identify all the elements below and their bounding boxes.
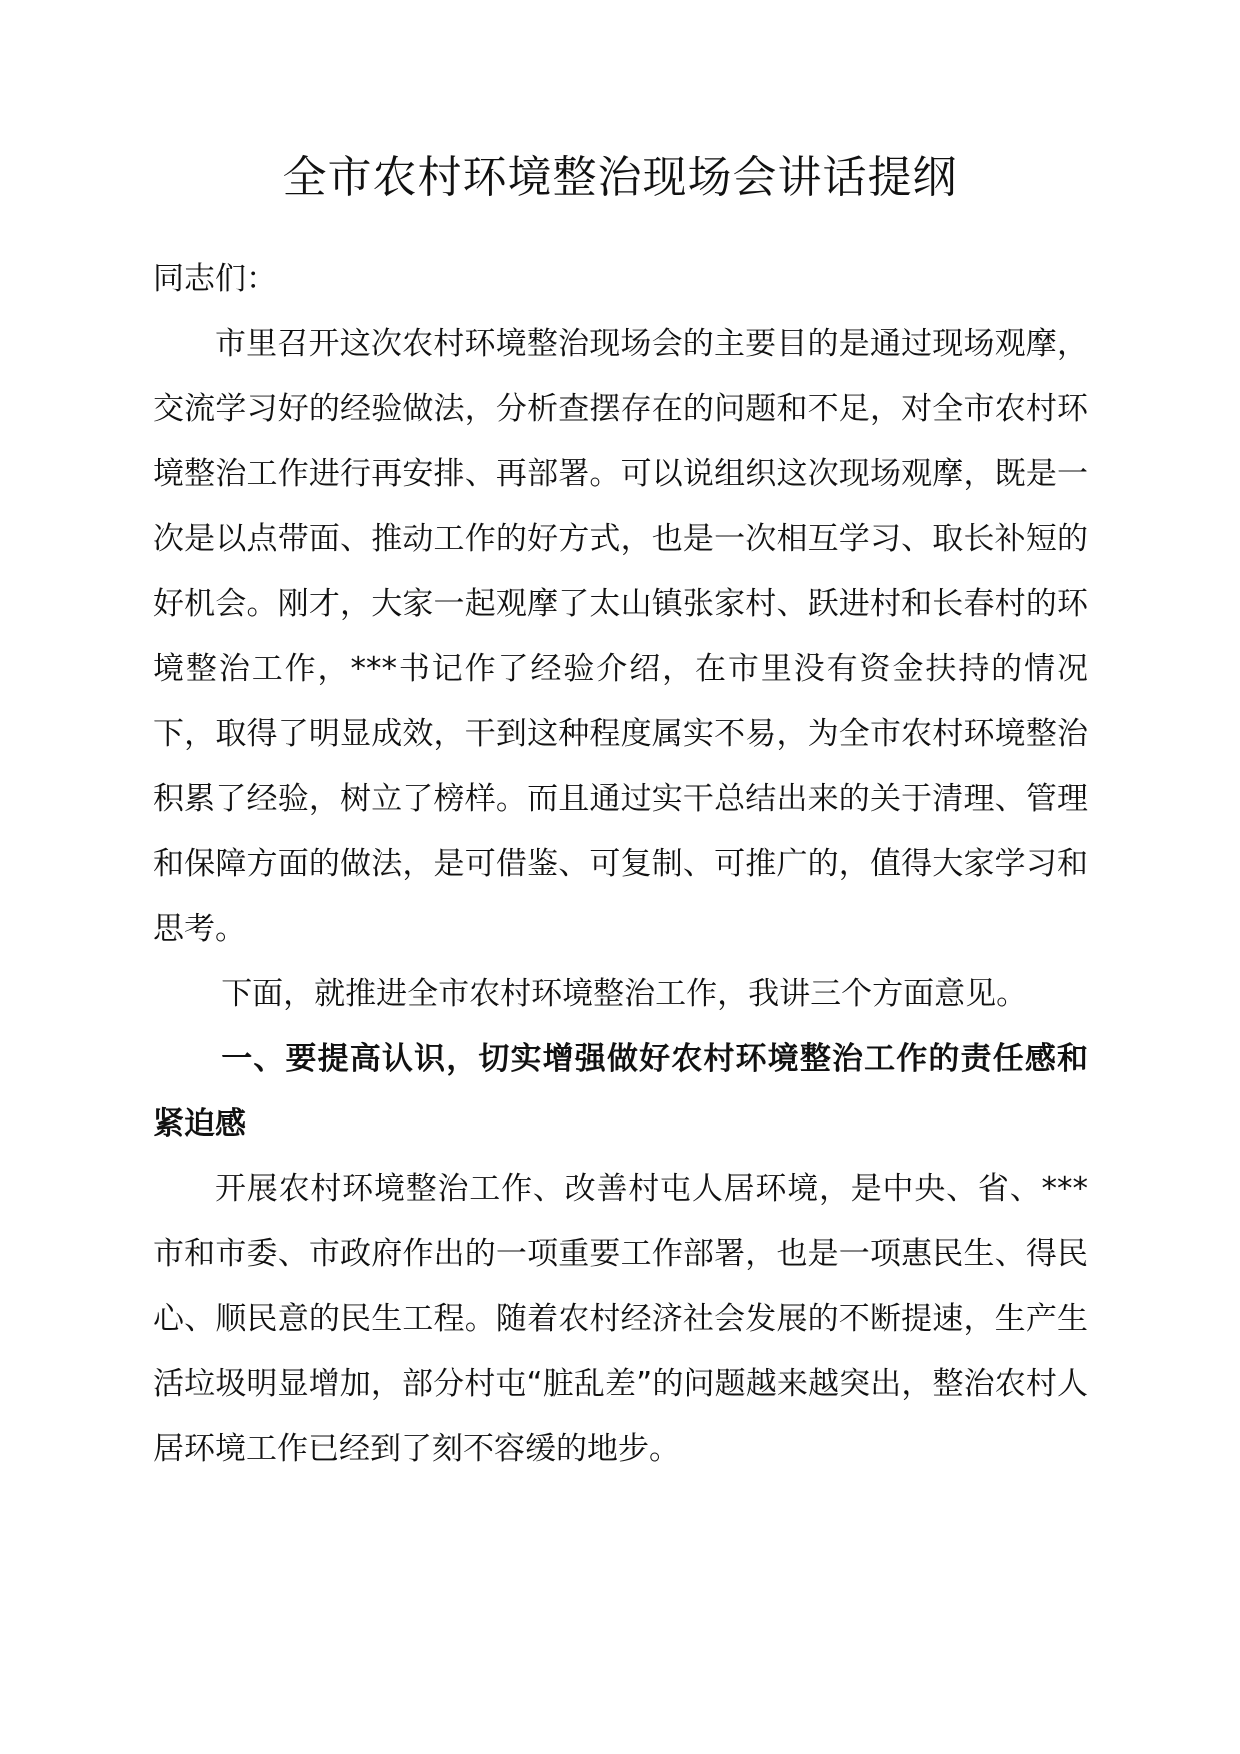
document-body xyxy=(153,247,1088,1482)
salutation: 同志们： xyxy=(153,261,277,297)
paragraph-intro: 市里召开这次农村环境整治现场会的主要目的是通过现场观摩，交流学习好的经验做法，分析查摆存在的问题和不足，对全市农村环境整治工作进行再安排、再部署。可以说组织这次现场观摩，既是一次是以点带面、推动工作的好方式，也是一次相互学习、取长补短的好机会。刚才，大家一起观摩了太山镇张家村、跃进村和长春村的环境整治工作，***书记作了经验介绍，在市里没有资金扶持的情况下，取得了明显成效，干到这种程度属实不易，为全市农村环境整治积累了经验，树立了榜样。而且通过实干总结出来的关于清理、管理和保障方面的做法，是可借鉴、可复制、可推广的，值得大家学习和思考。 xyxy=(153,326,1088,947)
document-title: 全市农村环境整治现场会讲话提纲 xyxy=(282,152,958,203)
section-paragraph: 开展农村环境整治工作、改善村屯人居环境，是中央、省、***市和市委、市政府作出的一项重要工作部署，也是一项惠民生、得民心、顺民意的民生工程。随着农村经济社会发展的不断提速，生产生活垃圾明显增加，部分村屯“脏乱差”的问题越来越突出，整治农村人居环境工作已经到了刻不容缓的地步。 xyxy=(153,1171,1088,1467)
section-heading: 一、要提高认识，切实增强做好农村环境整治工作的责任感和紧迫感 xyxy=(153,1041,1088,1142)
paragraph-transition: 下面，就推进全市农村环境整治工作，我讲三个方面意见。 xyxy=(221,976,1028,1012)
